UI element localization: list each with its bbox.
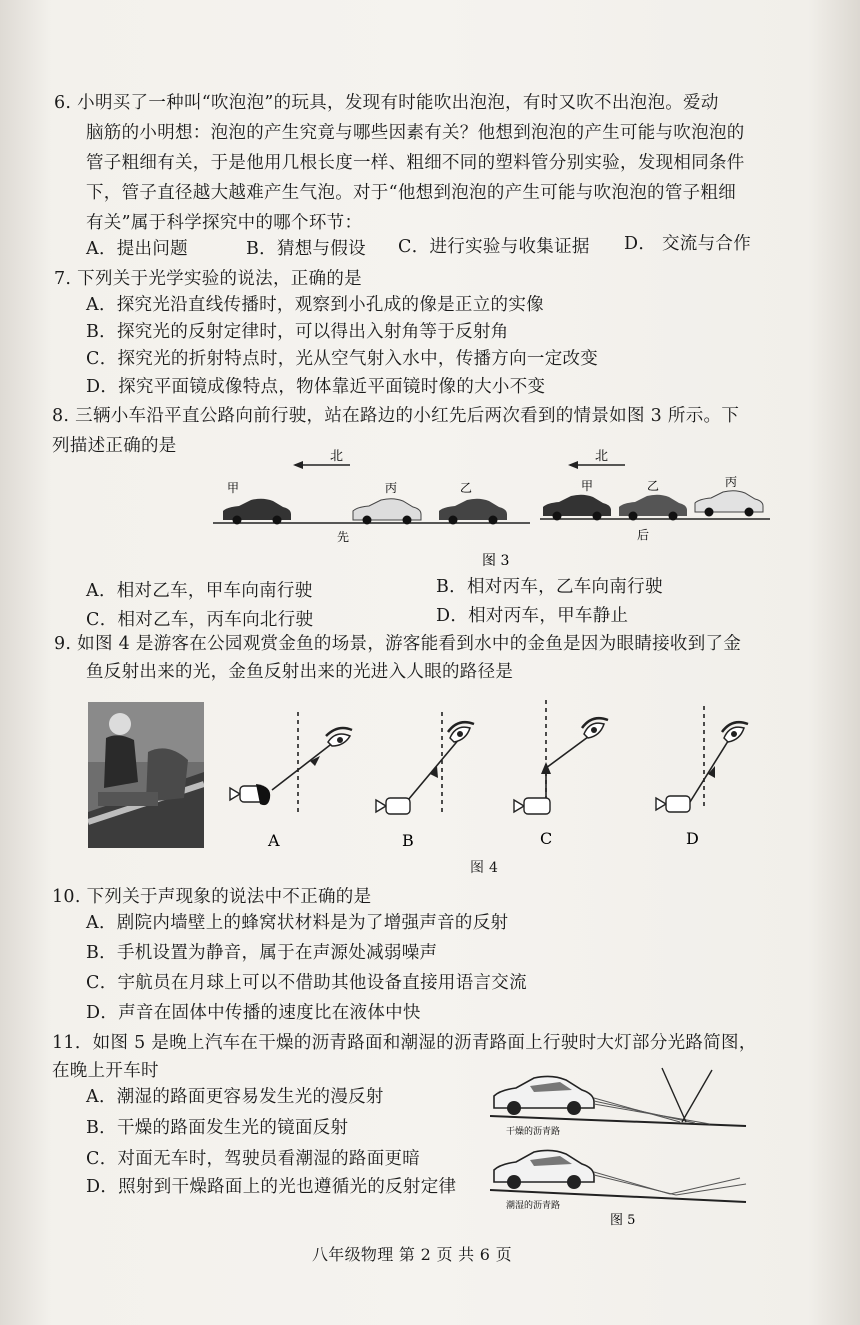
q7-option-c: C．探究光的折射特点时，光从空气射入水中，传播方向一定改变 xyxy=(86,349,599,369)
eye-icon xyxy=(326,728,352,746)
car-icon xyxy=(439,499,507,525)
q6-option-c: C．进行实验与收集证据 xyxy=(398,237,590,257)
park-photo xyxy=(88,702,204,848)
label-b: B xyxy=(402,831,414,850)
q8-line: 列描述正确的是 xyxy=(52,436,177,456)
q10-option-b: B．手机设置为静音，属于在声源处减弱噪声 xyxy=(86,943,438,963)
caption-first: 先 xyxy=(337,530,350,544)
q11-option-c: C．对面无车时，驾驶员看潮湿的路面更暗 xyxy=(86,1149,421,1169)
q11-option-b: B．干燥的路面发生光的镜面反射 xyxy=(86,1118,349,1138)
car-icon xyxy=(353,499,421,525)
q8-line: 8. 三辆小车沿平直公路向前行驶，站在路边的小红先后两次看到的情景如图 3 所示。下 xyxy=(52,406,740,426)
car-icon xyxy=(494,1076,594,1115)
wet-road-diagram xyxy=(490,1150,746,1211)
page-footer: 八年级物理 第 2 页 共 6 页 xyxy=(312,1245,512,1264)
fish-icon xyxy=(230,784,270,805)
q8-option-a: A．相对乙车，甲车向南行驶 xyxy=(86,581,313,601)
q6-option-b: B．猜想与假设 xyxy=(246,239,366,259)
figure-4-option-d xyxy=(648,698,768,850)
eye-icon xyxy=(448,722,474,742)
q11-line: 11．如图 5 是晚上汽车在干燥的沥青路面和潮湿的沥青路面上行驶时大灯部分光路简图， xyxy=(52,1033,757,1053)
car-label-yi-second: 乙 xyxy=(647,479,660,493)
q6-option-a: A．提出问题 xyxy=(86,239,188,259)
q10-option-d: D．声音在固体中传播的速度比在液体中快 xyxy=(86,1003,421,1023)
q9-line: 鱼反射出来的光，金鱼反射出来的光进入人眼的路径是 xyxy=(86,662,514,682)
q8-option-d: D．相对丙车，甲车静止 xyxy=(436,606,629,626)
figure-4-option-a xyxy=(226,700,356,850)
label-a: A xyxy=(268,831,280,850)
car-icon xyxy=(619,495,687,521)
figure-4-caption: 图 4 xyxy=(470,860,499,876)
figure-5-caption: 图 5 xyxy=(610,1213,636,1228)
car-icon xyxy=(543,495,611,521)
dry-road-label: 干燥的沥青路 xyxy=(506,1127,561,1137)
car-icon xyxy=(494,1150,594,1189)
label-c: C xyxy=(540,829,553,848)
eye-icon xyxy=(582,718,608,738)
car-label-bing-first: 丙 xyxy=(385,481,398,495)
fish-icon xyxy=(656,796,690,812)
figure-3-caption: 图 3 xyxy=(482,553,510,569)
q10-option-a: A．剧院内墙壁上的蜂窝状材料是为了增强声音的反射 xyxy=(86,913,509,933)
caption-second: 后 xyxy=(637,528,650,542)
q6-line: 下，管子直径越大越难产生气泡。对于“他想到泡泡的产生可能与吹泡泡的管子粗细 xyxy=(86,183,737,203)
figure-3 xyxy=(205,440,785,580)
q11-option-d: D．照射到干燥路面上的光也遵循光的反射定律 xyxy=(86,1177,457,1197)
fish-icon xyxy=(514,798,550,814)
north-arrowhead-left xyxy=(293,461,303,469)
eye-icon xyxy=(722,722,748,742)
q6-line: 脑筋的小明想：泡泡的产生究竟与哪些因素有关？他想到泡泡的产生可能与吹泡泡的 xyxy=(86,123,745,143)
q7-stem: 7. 下列关于光学实验的说法，正确的是 xyxy=(54,269,362,289)
north-label-left: 北 xyxy=(330,449,344,464)
q10-stem: 10. 下列关于声现象的说法中不正确的是 xyxy=(52,887,372,907)
car-icon xyxy=(695,491,763,517)
north-label-right: 北 xyxy=(595,449,609,464)
q9-line: 9. 如图 4 是游客在公园观赏金鱼的场景，游客能看到水中的金鱼是因为眼睛接收到了金 xyxy=(54,634,742,654)
fish-icon xyxy=(376,798,410,814)
q11-option-a: A．潮湿的路面更容易发生光的漫反射 xyxy=(86,1087,384,1107)
car-label-jia-second: 甲 xyxy=(581,479,594,493)
q6-line: 管子粗细有关，于是他用几根长度一样、粗细不同的塑料管分别实验，发现相同条件 xyxy=(86,153,745,173)
car-label-yi-first: 乙 xyxy=(460,481,473,495)
dry-road-diagram xyxy=(490,1068,746,1137)
q7-option-a: A．探究光沿直线传播时，观察到小孔成的像是正立的实像 xyxy=(86,295,544,315)
q7-option-d: D．探究平面镜成像特点，物体靠近平面镜时像的大小不变 xyxy=(86,377,546,397)
figure-4-option-b xyxy=(370,700,490,850)
car-label-bing-second: 丙 xyxy=(725,475,738,489)
q11-line: 在晚上开车时 xyxy=(52,1061,159,1081)
car-label-jia-first: 甲 xyxy=(227,481,240,495)
q7-option-b: B．探究光的反射定律时，可以得出入射角等于反射角 xyxy=(86,322,509,342)
car-icon xyxy=(223,499,291,525)
q6-line: 有关”属于科学探究中的哪个环节： xyxy=(86,213,363,233)
north-arrowhead-right xyxy=(568,461,578,469)
figure-5 xyxy=(490,1064,760,1234)
q8-option-b: B．相对丙车，乙车向南行驶 xyxy=(436,577,663,597)
q6-option-d: D． 交流与合作 xyxy=(624,234,751,254)
q6-line: 6. 小明买了一种叫“吹泡泡”的玩具，发现有时能吹出泡泡，有时又吹不出泡泡。爱动 xyxy=(54,93,719,113)
figure-4-option-c xyxy=(508,694,628,850)
wet-road-label: 潮湿的沥青路 xyxy=(506,1201,561,1211)
label-d: D xyxy=(686,829,699,848)
q8-option-c: C．相对乙车，丙车向北行驶 xyxy=(86,610,314,630)
q10-option-c: C．宇航员在月球上可以不借助其他设备直接用语言交流 xyxy=(86,973,527,993)
